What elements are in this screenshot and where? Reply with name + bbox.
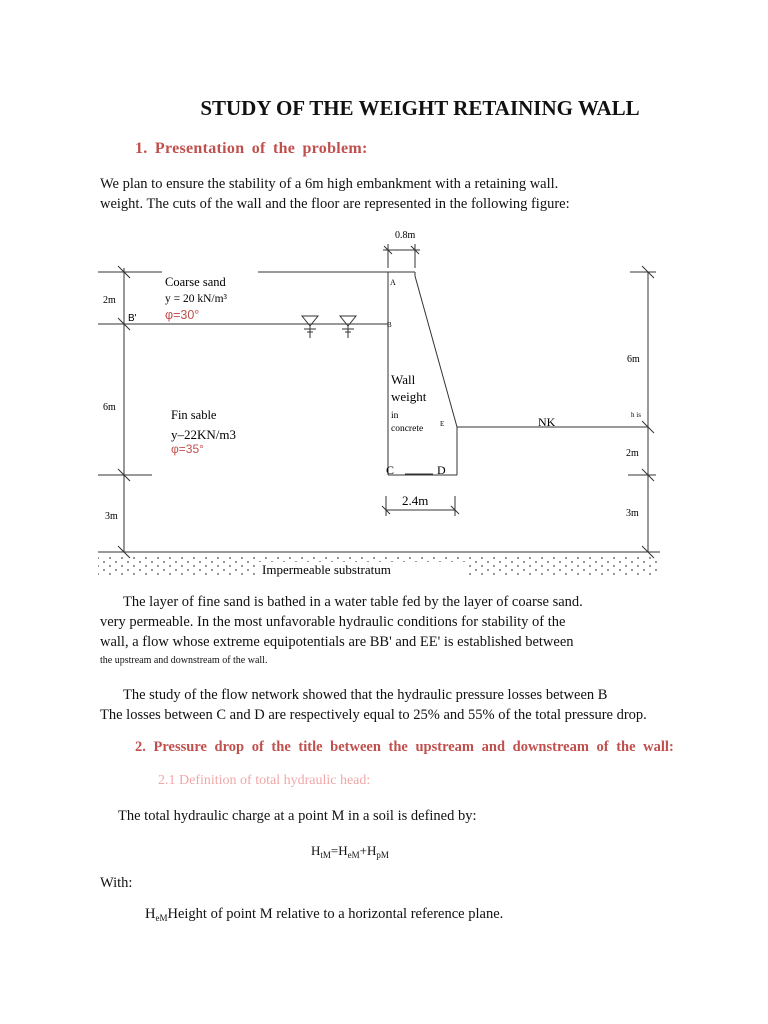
section-heading-2: 2. Pressure drop of the title between the upstream and downstream of the wall:	[135, 739, 674, 755]
point-e: E	[440, 420, 445, 428]
para2-line-1: The study of the flow network showed that the hydraulic pressure losses between B	[123, 687, 608, 703]
with-label: With:	[100, 875, 133, 891]
point-b: B	[387, 321, 392, 329]
substratum-label: Impermeable substratum	[262, 562, 391, 577]
definition-line	[145, 906, 503, 923]
section-heading-1: 1. Presentation of the problem:	[135, 140, 368, 157]
coarse-gamma: y = 20 kN/m³	[165, 293, 228, 305]
para1-line-3: wall, a flow whose extreme equipotentials are BB' and EE' is established between	[100, 634, 574, 650]
para1-line-4: the upstream and downstream of the wall.	[100, 655, 268, 666]
wall-label-2: weight	[391, 389, 427, 404]
subsection-heading-2-1: 2.1 Definition of total hydraulic head:	[158, 773, 371, 788]
wall-label-3: in	[391, 411, 399, 421]
right-dim-his: h is	[631, 411, 641, 419]
coarse-phi: φ=30°	[165, 308, 200, 322]
left-dim-3m: 3m	[105, 511, 118, 522]
formula-sub-3: pM	[376, 850, 389, 860]
para1-line-2: very permeable. In the most unfavorable hydraulic conditions for stability of the	[100, 614, 566, 630]
top-dim-label: 0.8m	[395, 230, 416, 241]
para3: The total hydraulic charge at a point M in a soil is defined by:	[118, 808, 477, 824]
base-dim-label: 2.4m	[402, 493, 429, 508]
left-dim-2m: 2m	[103, 295, 116, 306]
formula	[311, 843, 389, 860]
fine-phi: φ=35°	[171, 442, 204, 456]
wall-label-1: Wall	[391, 372, 416, 387]
point-c: C	[386, 463, 395, 477]
left-dim-6m: 6m	[103, 402, 116, 413]
coarse-sand-label: Coarse sand	[165, 275, 226, 289]
wall-label-4: concrete	[391, 424, 424, 434]
point-b-prime: B'	[128, 313, 137, 324]
fine-sand-label: Fin sable	[171, 408, 217, 422]
intro-line-2: weight. The cuts of the wall and the floor are represented in the following figure:	[100, 196, 570, 212]
right-dim-6m: 6m	[627, 354, 640, 365]
def-text: Height of point M relative to a horizontal reference plane.	[167, 906, 504, 922]
formula-h1: H	[311, 843, 321, 858]
right-dim-3m: 3m	[626, 508, 639, 519]
retaining-wall-figure	[0, 220, 768, 585]
formula-eq: =H	[330, 843, 348, 858]
formula-sub-1: tM	[320, 850, 331, 860]
para1-line-1: The layer of fine sand is bathed in a water table fed by the layer of coarse sand.	[123, 594, 583, 610]
point-d: D	[437, 463, 446, 477]
intro-line-1: We plan to ensure the stability of a 6m high embankment with a retaining wall.	[100, 176, 559, 192]
point-a: A	[390, 278, 396, 287]
para2-line-2: The losses between C and D are respectively equal to 25% and 55% of the total pressure drop.	[100, 707, 647, 723]
def-sub: eM	[155, 913, 168, 923]
page-title: STUDY OF THE WEIGHT RETAINING WALL	[200, 96, 640, 120]
formula-sub-2: eM	[347, 850, 360, 860]
formula-plus: +H	[359, 843, 377, 858]
right-dim-2m: 2m	[626, 448, 639, 459]
nk-label: NK	[538, 415, 556, 429]
fine-gamma: y–22KN/m3	[171, 427, 236, 442]
def-h: H	[145, 906, 156, 922]
